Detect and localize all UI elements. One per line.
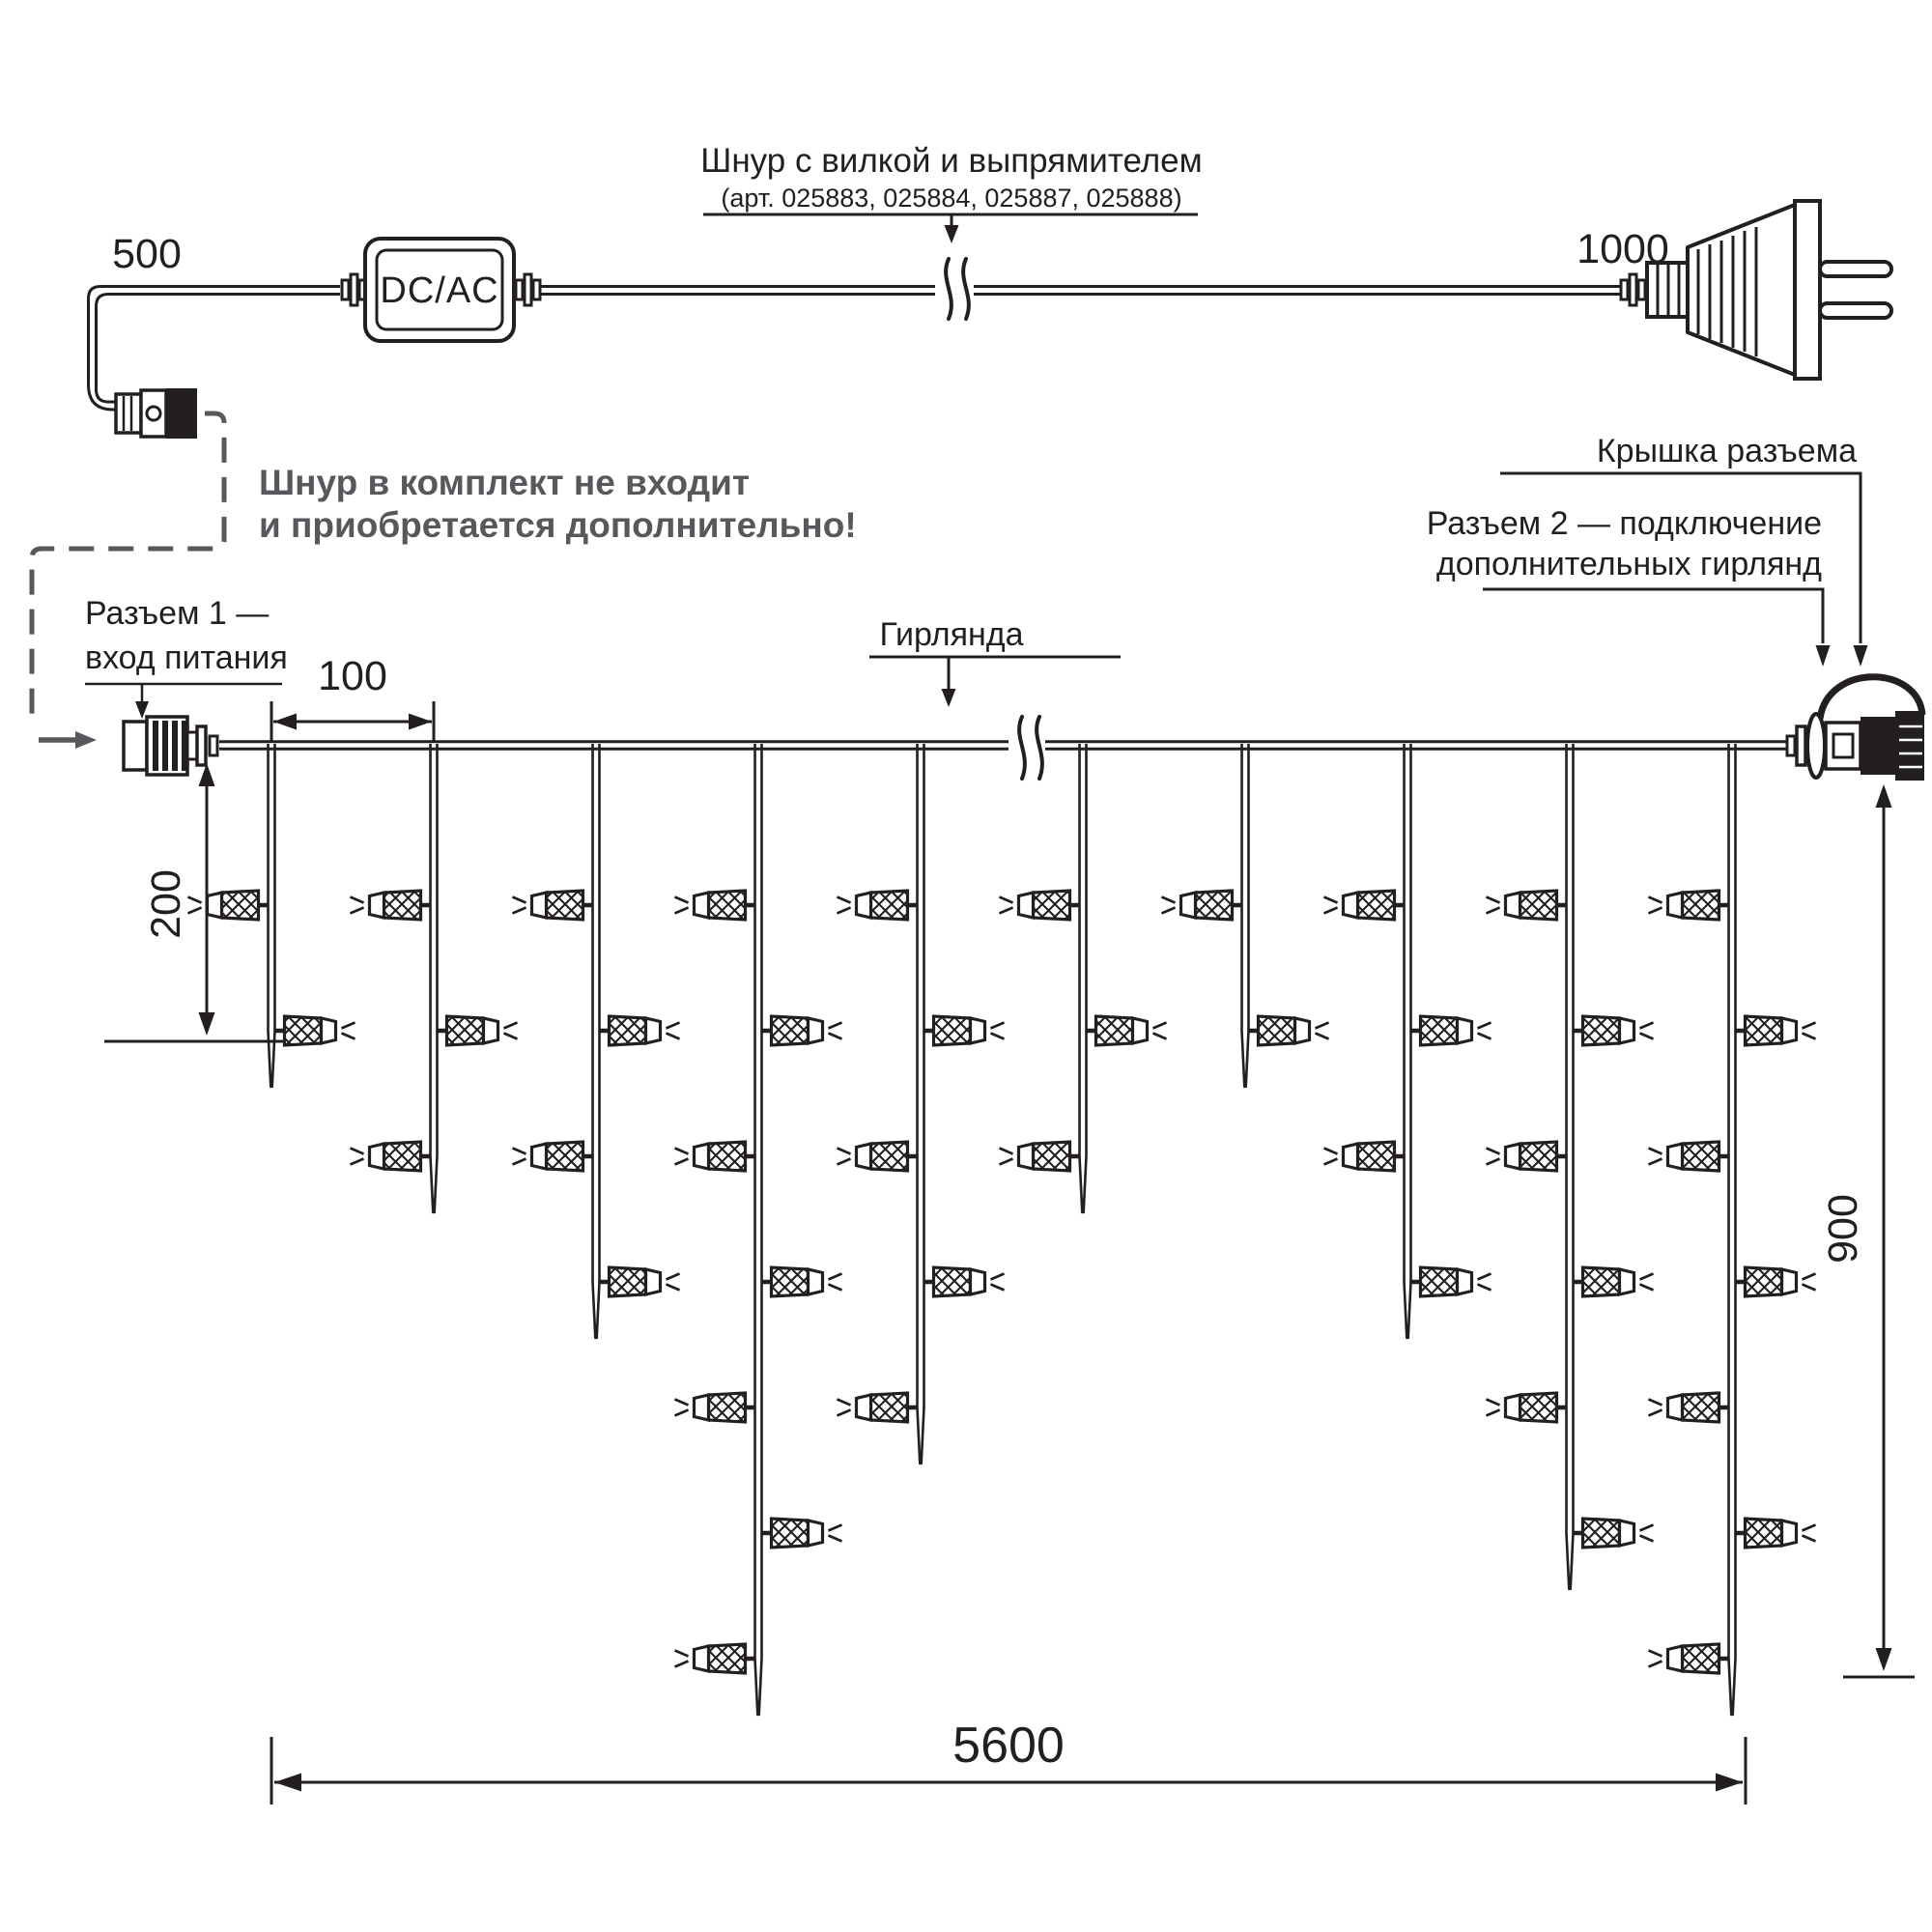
bulb-ray bbox=[675, 1159, 689, 1165]
bulb-ray bbox=[513, 1149, 526, 1154]
not-included-line2: и приобретается дополнительно! bbox=[259, 505, 857, 545]
bulb-body bbox=[1683, 1142, 1719, 1171]
dashed-path-arrow bbox=[75, 731, 97, 749]
bulb-ray bbox=[1324, 1159, 1338, 1165]
connector2-annotation bbox=[1427, 505, 1831, 667]
strand bbox=[1487, 744, 1654, 1589]
bulb-body bbox=[1583, 1267, 1620, 1296]
bulb-tip bbox=[1458, 1018, 1472, 1043]
led-bulb bbox=[275, 1016, 355, 1045]
strand bbox=[1162, 744, 1329, 1087]
led-bulb bbox=[1000, 1142, 1080, 1171]
bulb-body bbox=[934, 1016, 971, 1045]
bulb-ray bbox=[1487, 908, 1500, 914]
bulb-ray bbox=[513, 1159, 526, 1165]
bulb-body bbox=[709, 1393, 746, 1422]
bulb-ray bbox=[1487, 1149, 1500, 1154]
bulb-tip bbox=[1668, 893, 1683, 918]
bulb-ray bbox=[829, 1536, 842, 1542]
bulb-ray bbox=[667, 1034, 680, 1039]
led-bulb bbox=[675, 1644, 755, 1673]
bulb-tip bbox=[532, 893, 547, 918]
bulb-ray bbox=[838, 908, 851, 914]
bulb-body bbox=[772, 1267, 809, 1296]
bulb-ray bbox=[1162, 897, 1176, 903]
bulb-body bbox=[934, 1267, 971, 1296]
bulb-body bbox=[709, 891, 746, 920]
bulb-body bbox=[709, 1142, 746, 1171]
bulb-tip bbox=[646, 1018, 661, 1043]
bulb-ray bbox=[991, 1023, 1005, 1029]
bulb-tip bbox=[208, 893, 222, 918]
dcac-label: DC/AC bbox=[380, 270, 499, 311]
bulb-ray bbox=[1803, 1274, 1816, 1280]
bulb-ray bbox=[667, 1274, 680, 1280]
bulb-tip bbox=[1782, 1520, 1797, 1546]
led-bulb bbox=[1574, 1519, 1654, 1548]
bulb-ray bbox=[1487, 897, 1500, 903]
led-bulb bbox=[438, 1016, 518, 1045]
garland-label: Гирлянда bbox=[879, 616, 1024, 653]
bulb-ray bbox=[667, 1285, 680, 1291]
led-bulb bbox=[1000, 891, 1080, 920]
bulb-ray bbox=[1649, 1159, 1662, 1165]
garland-output-connector bbox=[1787, 677, 1924, 781]
bulb-ray bbox=[504, 1034, 518, 1039]
dimension-500-label: 500 bbox=[112, 231, 182, 277]
bulb-tip bbox=[370, 893, 384, 918]
connector1-annotation bbox=[85, 595, 288, 719]
bulb-ray bbox=[838, 1149, 851, 1154]
bulb-tip bbox=[695, 893, 709, 918]
bulb-tip bbox=[1782, 1269, 1797, 1294]
cord-annotation-arrow bbox=[945, 225, 959, 243]
bulb-ray bbox=[1640, 1274, 1654, 1280]
cord-annotation bbox=[700, 142, 1202, 243]
bulb-ray bbox=[675, 1149, 689, 1154]
bulb-body bbox=[709, 1644, 746, 1673]
led-bulb bbox=[1649, 1393, 1729, 1422]
bulb-ray bbox=[675, 897, 689, 903]
cable-break-symbol bbox=[946, 259, 969, 319]
bulb-ray bbox=[1487, 1400, 1500, 1406]
bulb-ray bbox=[1803, 1536, 1816, 1542]
strand bbox=[838, 744, 1005, 1463]
bulb-ray bbox=[1649, 1651, 1662, 1657]
bulb-ray bbox=[1803, 1525, 1816, 1531]
bulb-body bbox=[1746, 1016, 1782, 1045]
bulb-ray bbox=[675, 1651, 689, 1657]
led-bulb bbox=[838, 1142, 918, 1171]
strand-taper bbox=[1405, 1282, 1407, 1338]
bulb-tip bbox=[1344, 1144, 1358, 1169]
bulb-ray bbox=[342, 1034, 355, 1039]
bulb-tip bbox=[1782, 1018, 1797, 1043]
cord-500-cable bbox=[89, 287, 341, 411]
cap-label: Крышка разъема bbox=[1596, 433, 1857, 469]
bulb-body bbox=[1034, 891, 1070, 920]
bulb-tip bbox=[532, 1144, 547, 1169]
cap-annotation-arrow bbox=[1854, 645, 1868, 667]
bulb-ray bbox=[1803, 1285, 1816, 1291]
bulb-ray bbox=[1000, 908, 1013, 914]
strand bbox=[1324, 744, 1492, 1338]
bulb-ray bbox=[991, 1274, 1005, 1280]
bulb-tip bbox=[1620, 1018, 1634, 1043]
led-bulb bbox=[762, 1519, 842, 1548]
bulb-ray bbox=[1162, 908, 1176, 914]
bulb-tip bbox=[695, 1395, 709, 1420]
dimension-200 bbox=[104, 763, 288, 1041]
bulb-ray bbox=[1640, 1285, 1654, 1291]
bulb-tip bbox=[695, 1646, 709, 1671]
bulb-ray bbox=[1640, 1023, 1654, 1029]
bulb-body bbox=[610, 1016, 646, 1045]
garland-input-connector bbox=[124, 717, 217, 775]
strand-taper bbox=[1080, 1156, 1083, 1212]
bulb-body bbox=[772, 1016, 809, 1045]
bulb-body bbox=[1421, 1016, 1458, 1045]
bulb-body bbox=[772, 1519, 809, 1548]
bulb-ray bbox=[829, 1525, 842, 1531]
bulb-tip bbox=[1620, 1520, 1634, 1546]
dimension-100 bbox=[271, 653, 434, 742]
bulb-body bbox=[547, 1142, 583, 1171]
bulb-body bbox=[871, 1142, 908, 1171]
garland-break-symbol bbox=[1019, 717, 1042, 779]
bulb-ray bbox=[351, 908, 364, 914]
plug-pin-bottom bbox=[1820, 303, 1891, 318]
strand bbox=[1649, 744, 1816, 1715]
bulb-ray bbox=[1640, 1536, 1654, 1542]
strand-taper bbox=[1567, 1533, 1570, 1589]
bulb-tip bbox=[1620, 1269, 1634, 1294]
bulb-ray bbox=[1316, 1034, 1329, 1039]
led-bulb bbox=[600, 1267, 680, 1296]
strand bbox=[188, 744, 355, 1087]
bulb-tip bbox=[857, 893, 871, 918]
bulb-ray bbox=[675, 908, 689, 914]
led-bulb bbox=[1411, 1267, 1492, 1296]
bulb-ray bbox=[1649, 1400, 1662, 1406]
bulb-tip bbox=[1668, 1395, 1683, 1420]
bulb-body bbox=[1520, 1142, 1557, 1171]
bulb-ray bbox=[1487, 1159, 1500, 1165]
led-bulb bbox=[513, 891, 593, 920]
garland-annotation bbox=[869, 616, 1121, 707]
plug-pin-top bbox=[1820, 262, 1891, 276]
garland-strands bbox=[188, 744, 1816, 1715]
led-bulb bbox=[513, 1142, 593, 1171]
bulb-ray bbox=[188, 897, 202, 903]
bulb-body bbox=[871, 891, 908, 920]
strand-taper bbox=[1242, 1031, 1245, 1087]
garland-main-wire bbox=[219, 717, 1787, 779]
bulb-tip bbox=[322, 1018, 336, 1043]
bulb-body bbox=[1746, 1519, 1782, 1548]
bulb-tip bbox=[1458, 1269, 1472, 1294]
bulb-tip bbox=[809, 1269, 823, 1294]
bulb-ray bbox=[1324, 1149, 1338, 1154]
led-bulb bbox=[1574, 1267, 1654, 1296]
dimension-5600 bbox=[271, 1718, 1746, 1804]
bulb-ray bbox=[1316, 1023, 1329, 1029]
bulb-body bbox=[1746, 1267, 1782, 1296]
connector2-line2: дополнительных гирлянд bbox=[1435, 546, 1822, 582]
bulb-body bbox=[1034, 1142, 1070, 1171]
led-bulb bbox=[1162, 891, 1242, 920]
bulb-ray bbox=[991, 1034, 1005, 1039]
bulb-ray bbox=[1649, 1410, 1662, 1416]
bulb-ray bbox=[1478, 1023, 1492, 1029]
led-bulb bbox=[188, 891, 269, 920]
bulb-ray bbox=[838, 1159, 851, 1165]
bulb-ray bbox=[838, 1410, 851, 1416]
bulb-tip bbox=[857, 1144, 871, 1169]
connector-cap bbox=[1895, 711, 1924, 781]
bulb-ray bbox=[1649, 1662, 1662, 1667]
bulb-body bbox=[285, 1016, 322, 1045]
bulb-ray bbox=[513, 897, 526, 903]
led-bulb bbox=[1736, 1016, 1816, 1045]
bulb-ray bbox=[351, 1149, 364, 1154]
bulb-ray bbox=[838, 897, 851, 903]
bulb-body bbox=[1520, 1393, 1557, 1422]
converter-left-ribs bbox=[342, 274, 366, 305]
dimension-200-label: 200 bbox=[143, 869, 189, 939]
bulb-ray bbox=[513, 908, 526, 914]
led-bulb bbox=[1736, 1519, 1816, 1548]
led-bulb bbox=[675, 1142, 755, 1171]
bulb-ray bbox=[829, 1023, 842, 1029]
converter-right-ribs bbox=[516, 274, 540, 305]
bulb-body bbox=[1096, 1016, 1133, 1045]
dimension-900 bbox=[1820, 784, 1915, 1677]
led-bulb bbox=[351, 891, 431, 920]
bulb-tip bbox=[1506, 1144, 1520, 1169]
strand-taper bbox=[1729, 1659, 1732, 1715]
bulb-tip bbox=[1344, 893, 1358, 918]
bulb-ray bbox=[351, 897, 364, 903]
bulb-ray bbox=[1649, 897, 1662, 903]
dimension-5600-label: 5600 bbox=[952, 1718, 1065, 1774]
connector1-line1: Разъем 1 — bbox=[85, 595, 270, 632]
bulb-tip bbox=[809, 1520, 823, 1546]
bulb-ray bbox=[829, 1034, 842, 1039]
bulb-ray bbox=[351, 1159, 364, 1165]
bulb-body bbox=[871, 1393, 908, 1422]
cord-1000-cable bbox=[540, 259, 1621, 319]
bulb-ray bbox=[1487, 1410, 1500, 1416]
dimension-100-label: 100 bbox=[318, 653, 387, 699]
led-bulb bbox=[1249, 1016, 1329, 1045]
bulb-tip bbox=[971, 1018, 985, 1043]
bulb-body bbox=[1520, 891, 1557, 920]
bulb-ray bbox=[675, 1410, 689, 1416]
bulb-body bbox=[447, 1016, 484, 1045]
strand-taper bbox=[918, 1407, 921, 1463]
bulb-ray bbox=[504, 1023, 518, 1029]
bulb-ray bbox=[675, 1400, 689, 1406]
bulb-tip bbox=[1506, 1395, 1520, 1420]
bulb-tip bbox=[1668, 1646, 1683, 1671]
bulb-body bbox=[1683, 891, 1719, 920]
bulb-ray bbox=[1478, 1034, 1492, 1039]
strand-taper bbox=[593, 1282, 596, 1338]
led-bulb bbox=[1324, 891, 1405, 920]
cord-title: Шнур с вилкой и выпрямителем bbox=[700, 142, 1203, 180]
cord-subtitle: (арт. 025883, 025884, 025887, 025888) bbox=[721, 184, 1182, 213]
not-included-line1: Шнур в комплект не входит bbox=[259, 463, 750, 502]
strand-taper bbox=[755, 1659, 758, 1715]
bulb-body bbox=[1259, 1016, 1295, 1045]
bulb-tip bbox=[1181, 893, 1196, 918]
bulb-tip bbox=[695, 1144, 709, 1169]
bulb-body bbox=[384, 1142, 421, 1171]
connector2-line1: Разъем 2 — подключение bbox=[1426, 505, 1822, 542]
led-bulb bbox=[838, 1393, 918, 1422]
bulb-tip bbox=[1506, 893, 1520, 918]
bulb-ray bbox=[1478, 1285, 1492, 1291]
bulb-ray bbox=[1153, 1023, 1167, 1029]
bulb-ray bbox=[1803, 1023, 1816, 1029]
led-bulb bbox=[1487, 1393, 1567, 1422]
bulb-tip bbox=[1133, 1018, 1148, 1043]
led-bulb bbox=[675, 891, 755, 920]
bulb-ray bbox=[1324, 897, 1338, 903]
bulb-ray bbox=[829, 1285, 842, 1291]
led-bulb bbox=[675, 1393, 755, 1422]
led-bulb bbox=[1649, 1644, 1729, 1673]
led-bulb bbox=[1649, 891, 1729, 920]
bulb-ray bbox=[342, 1023, 355, 1029]
led-bulb bbox=[838, 891, 918, 920]
bulb-ray bbox=[675, 1662, 689, 1667]
bulb-body bbox=[384, 891, 421, 920]
strand bbox=[675, 744, 842, 1715]
led-bulb bbox=[1324, 1142, 1405, 1171]
led-bulb bbox=[1736, 1267, 1816, 1296]
led-bulb bbox=[762, 1267, 842, 1296]
strand bbox=[1000, 744, 1167, 1212]
bulb-ray bbox=[188, 908, 202, 914]
led-bulb bbox=[1574, 1016, 1654, 1045]
dc-ac-converter bbox=[365, 239, 514, 341]
bulb-ray bbox=[829, 1274, 842, 1280]
bulb-ray bbox=[1640, 1525, 1654, 1531]
led-bulb bbox=[1487, 891, 1567, 920]
bulb-ray bbox=[838, 1400, 851, 1406]
cord-output-connector bbox=[116, 388, 197, 439]
bulb-ray bbox=[1640, 1034, 1654, 1039]
bulb-ray bbox=[1803, 1034, 1816, 1039]
bulb-body bbox=[1196, 891, 1233, 920]
strand-taper bbox=[269, 1031, 271, 1087]
led-bulb bbox=[1411, 1016, 1492, 1045]
led-bulb bbox=[924, 1016, 1005, 1045]
bulb-body bbox=[1358, 891, 1395, 920]
bulb-body bbox=[547, 891, 583, 920]
strand bbox=[513, 744, 680, 1338]
bulb-tip bbox=[857, 1395, 871, 1420]
bulb-body bbox=[610, 1267, 646, 1296]
bulb-tip bbox=[971, 1269, 985, 1294]
bulb-body bbox=[1583, 1016, 1620, 1045]
bulb-ray bbox=[1153, 1034, 1167, 1039]
led-bulb bbox=[600, 1016, 680, 1045]
bulb-body bbox=[1583, 1519, 1620, 1548]
bulb-ray bbox=[1000, 897, 1013, 903]
bulb-tip bbox=[484, 1018, 498, 1043]
garland-annotation-arrow bbox=[942, 689, 956, 707]
led-bulb bbox=[1087, 1016, 1167, 1045]
bulb-ray bbox=[1649, 1149, 1662, 1154]
bulb-body bbox=[1421, 1267, 1458, 1296]
dashed-connection-path bbox=[32, 413, 224, 749]
bulb-body bbox=[1683, 1393, 1719, 1422]
bulb-tip bbox=[370, 1144, 384, 1169]
bulb-body bbox=[222, 891, 259, 920]
bulb-tip bbox=[1019, 893, 1034, 918]
led-bulb bbox=[351, 1142, 431, 1171]
strand-taper bbox=[431, 1156, 434, 1212]
dimension-1000-label: 1000 bbox=[1577, 226, 1669, 272]
bulb-ray bbox=[991, 1285, 1005, 1291]
connector1-line2: вход питания bbox=[85, 639, 288, 676]
bulb-tip bbox=[1295, 1018, 1310, 1043]
bulb-ray bbox=[1324, 908, 1338, 914]
bulb-ray bbox=[667, 1023, 680, 1029]
dimension-900-label: 900 bbox=[1820, 1194, 1866, 1264]
bulb-ray bbox=[1478, 1274, 1492, 1280]
bulb-ray bbox=[1000, 1159, 1013, 1165]
bulb-tip bbox=[1019, 1144, 1034, 1169]
bulb-body bbox=[1358, 1142, 1395, 1171]
led-bulb bbox=[1487, 1142, 1567, 1171]
led-bulb bbox=[1649, 1142, 1729, 1171]
bulb-tip bbox=[809, 1018, 823, 1043]
bulb-ray bbox=[1000, 1149, 1013, 1154]
bulb-tip bbox=[1668, 1144, 1683, 1169]
bulb-ray bbox=[1649, 908, 1662, 914]
connector2-annotation-arrow bbox=[1816, 645, 1831, 667]
strand bbox=[351, 744, 518, 1212]
bulb-body bbox=[1683, 1644, 1719, 1673]
led-bulb bbox=[924, 1267, 1005, 1296]
led-bulb bbox=[762, 1016, 842, 1045]
bulb-tip bbox=[646, 1269, 661, 1294]
not-included-note bbox=[259, 463, 857, 545]
